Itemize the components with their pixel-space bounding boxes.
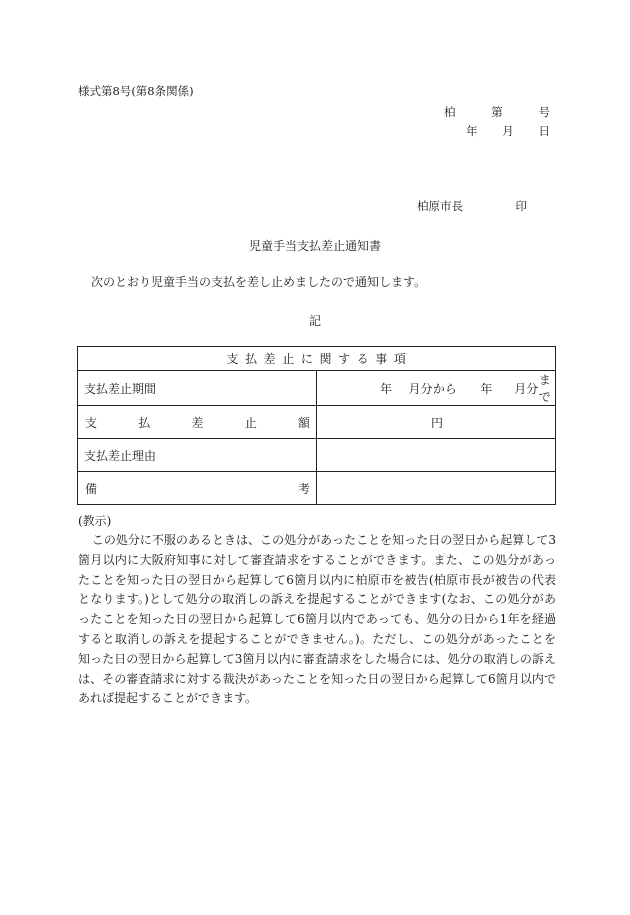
form-number: 様式第8号(第8条関係) [78,84,194,98]
period-value-cell [317,371,556,406]
period-label-text: 支払差止期間 [84,381,157,396]
intro-text: 次のとおり児童手当の支払を差し止めましたので通知します。 [91,275,427,289]
reason-label [78,439,317,472]
table-header: 支払差止に関する事項 [78,347,556,371]
instruction-heading: (教示) [78,514,112,528]
date-line [466,123,550,139]
document-title: 児童手当支払差止通知書 [248,239,381,253]
instruction-paragraph: この処分に不服のあるときは、この処分があったことを知った日の翌日から起算して3箇月以内に大阪府知事に対して審査請求をすることができます。また、この処分があったことを知った日の翌日から起算して6箇月以内に柏原市を被告(柏原市長が被告の代表となります。)として処分の取消しの訴えを提起することができます(なお、この処分があったことを知った日の翌日から起算して6箇月以内であっても、処分の日から1年を経過すると取消しの訴えを提起することができません。)。ただし、この処分があったことを知った日の翌日から起算して3箇月以内に審査請求をした場合には、処分の取消しの訴えは、その審査請求に対する裁決があったことを知った日の翌日から起算して6箇月以内であれば提起することができます。 [78,533,556,706]
amount-unit: 円 [430,415,443,430]
period-from-year: 年 [380,381,393,396]
period-from-month: 月分 [408,381,433,396]
period-to-month: 月分 [514,381,539,396]
suspension-details-table [77,346,556,505]
table-row-remarks [78,472,556,505]
doc-number-prefix: 柏 [444,105,456,119]
period-to: まで [538,373,551,404]
amount-label [78,406,317,439]
date-year: 年 [466,124,478,138]
remarks-label-text: 備 考 [85,481,310,496]
table-row-period [78,371,556,406]
date-month: 月 [502,124,514,138]
doc-number-dai: 第 [491,105,503,119]
date-day: 日 [538,124,550,138]
amount-label-text: 支 払 差 止 額 [85,415,310,430]
table-row-reason [78,439,556,472]
mayor-name: 柏原市長 [417,199,463,213]
period-label [78,371,317,406]
instruction-body [78,531,556,709]
table-row-amount [78,406,556,439]
doc-number-go: 号 [538,105,550,119]
remarks-value [317,472,556,505]
seal-mark: 印 [515,199,527,213]
period-from: から [432,381,457,396]
amount-value [317,406,556,439]
reason-label-text: 支払差止理由 [84,448,157,463]
document-number-line [444,104,550,120]
reason-value [317,439,556,472]
ki-label: 記 [308,314,321,328]
period-to-year: 年 [480,381,493,396]
remarks-label [78,472,317,505]
mayor-signature-line [417,198,527,214]
table-header-row [78,347,556,371]
period-value [317,371,555,405]
